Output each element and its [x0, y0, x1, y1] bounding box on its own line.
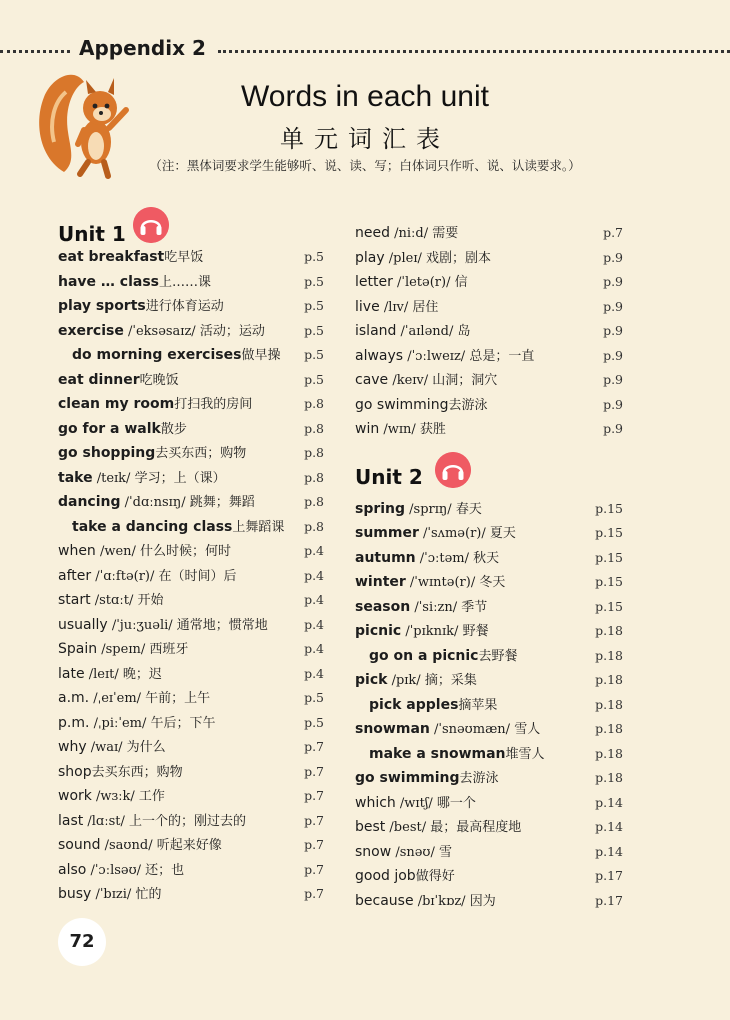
word-meaning: 工作 [138, 789, 165, 804]
word-meaning: 上一个的；刚过去的 [129, 813, 247, 829]
word-page-ref: p.9 [603, 274, 623, 289]
word-page-ref: p.7 [304, 837, 324, 852]
unit-2-word-list [355, 497, 623, 914]
word-entry [58, 343, 324, 368]
word-page-ref: p.4 [304, 543, 324, 558]
unit-2-heading: Unit 2 [355, 465, 423, 489]
word-page-ref: p.18 [595, 672, 623, 687]
word-page-ref: p.5 [304, 714, 324, 730]
word-meaning: 总是；一直 [469, 348, 535, 364]
word-term: make a snowman [369, 745, 506, 762]
word-entry [58, 539, 324, 564]
word-entry [58, 392, 324, 417]
word-page-ref: p.15 [595, 500, 623, 516]
word-meaning: 散步 [160, 421, 187, 437]
word-meaning: 去游泳 [448, 397, 488, 413]
word-entry [355, 270, 623, 295]
word-meaning: 听起来好像 [156, 838, 222, 853]
word-page-ref: p.14 [595, 819, 623, 834]
word-phonetic: /ˈeksəsaɪz/ [123, 323, 200, 339]
word-phonetic: /ˌeɪˈem/ [89, 691, 146, 706]
word-page-ref: p.9 [603, 249, 623, 265]
word-entry [58, 245, 324, 270]
unit-1-heading: Unit 1 [58, 222, 126, 246]
word-term: dancing [58, 494, 121, 510]
word-page-ref: p.14 [595, 843, 623, 859]
word-meaning: 最；最高程度地 [430, 820, 522, 835]
word-page-ref: p.4 [304, 616, 324, 632]
word-term: busy [58, 886, 92, 902]
word-page-ref: p.15 [595, 598, 623, 614]
word-phonetic: /wɪn/ [379, 422, 420, 437]
word-meaning: 摘；采集 [424, 673, 477, 688]
word-page-ref: p.7 [304, 788, 324, 803]
word-phonetic: /keɪv/ [388, 373, 433, 388]
word-entry [355, 417, 623, 442]
word-term: because [355, 892, 414, 909]
word-meaning: 还；也 [145, 862, 185, 878]
word-meaning: 进行体育运动 [145, 299, 224, 314]
word-page-ref: p.9 [603, 421, 623, 436]
word-page-ref: p.7 [304, 812, 324, 828]
word-term: go on a picnic [369, 647, 479, 664]
word-page-ref: p.7 [304, 763, 324, 779]
word-page-ref: p.5 [304, 371, 324, 387]
word-phonetic: /ˈbɪzi/ [91, 887, 136, 902]
word-term: take [58, 469, 93, 486]
word-page-ref: p.9 [603, 396, 623, 412]
word-phonetic: /ˈsʌmə(r)/ [418, 526, 490, 541]
word-entry [58, 711, 324, 736]
word-meaning: 上……课 [159, 274, 212, 290]
word-meaning: 戏剧；剧本 [426, 250, 492, 266]
word-entry [355, 864, 623, 889]
word-term: go for a walk [58, 420, 161, 437]
word-meaning: 去买东西；购物 [155, 446, 247, 461]
word-entry [355, 570, 623, 595]
word-page-ref: p.17 [595, 892, 623, 908]
word-term: snow [355, 843, 392, 860]
word-term: always [355, 347, 404, 364]
word-term: go shopping [58, 445, 156, 461]
word-term: take a dancing class [72, 518, 233, 535]
word-page-ref: p.5 [304, 298, 324, 313]
word-meaning: 做得好 [415, 869, 455, 884]
word-page-ref: p.18 [595, 770, 623, 785]
word-entry [58, 368, 324, 393]
word-entry [355, 246, 623, 271]
word-entry [58, 760, 324, 785]
word-meaning: 通常地；惯常地 [176, 617, 268, 633]
word-meaning: 晚；迟 [122, 666, 162, 682]
word-term: start [58, 592, 91, 608]
word-entry [355, 221, 623, 246]
word-phonetic: /ˈpɪknɪk/ [401, 624, 463, 639]
word-meaning: 做早操 [241, 348, 281, 363]
word-meaning: 上舞蹈课 [232, 519, 285, 535]
word-page-ref: p.7 [304, 739, 324, 754]
word-page-ref: p.5 [304, 273, 324, 289]
word-page-ref: p.9 [603, 298, 623, 314]
word-entry [355, 619, 623, 644]
word-term: live [355, 298, 380, 315]
word-page-ref: p.4 [304, 592, 324, 607]
word-meaning: 堆雪人 [505, 746, 545, 762]
word-phonetic: /ˈɔːlsəʊ/ [86, 862, 146, 878]
word-phonetic: /ˈsnəʊmæn/ [429, 722, 515, 737]
word-page-ref: p.15 [595, 549, 623, 565]
word-page-ref: p.8 [304, 445, 324, 460]
word-term: pick [355, 672, 388, 688]
word-entry [355, 521, 623, 546]
word-phonetic: /lɪv/ [379, 299, 413, 315]
word-term: have … class [58, 273, 159, 290]
word-entry [355, 889, 623, 914]
word-term: do morning exercises [72, 347, 242, 363]
word-term: snowman [355, 721, 430, 737]
word-term: Spain [58, 641, 98, 657]
word-entry [355, 766, 623, 791]
word-term: when [58, 543, 96, 559]
word-meaning: 雪人 [514, 722, 541, 737]
word-entry [58, 735, 324, 760]
word-meaning: 夏天 [489, 526, 516, 541]
word-entry [58, 490, 324, 515]
word-entry [58, 270, 324, 295]
word-phonetic: /wɪtʃ/ [395, 795, 437, 811]
page-number: 72 [58, 918, 106, 966]
word-term: sound [58, 837, 101, 853]
page-subtitle: 单元词汇表 [280, 125, 450, 153]
word-phonetic: /ˈdɑːnsɪŋ/ [120, 495, 190, 510]
word-entry [58, 319, 324, 344]
word-meaning: 去买东西；购物 [91, 764, 183, 780]
word-page-ref: p.5 [304, 690, 324, 705]
word-entry [58, 858, 324, 883]
word-entry [355, 693, 623, 718]
word-term: which [355, 794, 396, 811]
word-meaning: 冬天 [479, 575, 506, 590]
word-term: cave [355, 372, 389, 388]
word-term: p.m. [58, 714, 90, 731]
word-page-ref: p.15 [595, 574, 623, 589]
word-meaning: 吃晚饭 [139, 372, 179, 388]
word-meaning: 忙的 [135, 887, 162, 902]
word-page-ref: p.7 [304, 886, 324, 901]
word-meaning: 山洞；洞穴 [432, 373, 498, 388]
word-entry [355, 319, 623, 344]
word-page-ref: p.9 [603, 372, 623, 387]
word-meaning: 需要 [432, 226, 459, 241]
word-phonetic: /sprɪŋ/ [405, 501, 456, 517]
word-page-ref: p.18 [595, 721, 623, 736]
word-page-ref: p.18 [595, 647, 623, 663]
word-meaning: 学习；上（课） [134, 470, 226, 486]
word-term: play [355, 249, 385, 266]
word-entry [355, 497, 623, 522]
word-term: eat breakfast [58, 249, 165, 265]
word-entry [355, 815, 623, 840]
word-term: last [58, 812, 84, 829]
word-meaning: 跳舞；舞蹈 [189, 495, 255, 510]
word-page-ref: p.18 [595, 623, 623, 638]
word-phonetic: /pleɪ/ [384, 250, 426, 266]
word-term: island [355, 323, 397, 339]
word-meaning: 因为 [469, 893, 496, 909]
word-term: after [58, 567, 92, 584]
word-page-ref: p.15 [595, 525, 623, 540]
right-word-column [355, 221, 623, 913]
word-meaning: 去野餐 [478, 648, 518, 664]
word-term: best [355, 819, 386, 835]
word-term: a.m. [58, 690, 90, 706]
appendix-label: Appendix 2 [79, 36, 206, 60]
word-term: eat dinner [58, 371, 140, 388]
headphones-icon[interactable] [133, 207, 169, 243]
word-entry [355, 668, 623, 693]
word-term: good job [355, 868, 416, 884]
word-page-ref: p.7 [603, 225, 623, 240]
word-phonetic: /ˈletə(r)/ [392, 275, 455, 290]
word-page-ref: p.5 [304, 347, 324, 362]
word-entry [58, 294, 324, 319]
word-term: go swimming [355, 396, 449, 413]
word-meaning: 哪一个 [436, 795, 476, 811]
word-term: win [355, 421, 380, 437]
dotted-rule-right [218, 50, 730, 53]
word-phonetic: /ˌpiːˈem/ [89, 715, 151, 731]
word-entry [355, 393, 623, 418]
word-meaning: 西班牙 [149, 642, 189, 657]
word-page-ref: p.9 [603, 323, 623, 338]
word-meaning: 打扫我的房间 [174, 397, 253, 412]
word-meaning: 什么时候；何时 [140, 544, 232, 559]
word-page-ref: p.9 [603, 347, 623, 363]
word-meaning: 岛 [457, 324, 471, 339]
page-note: （注：黑体词要求学生能够听、说、读、写；白体词只作听、说、认读要求。） [149, 158, 581, 173]
word-page-ref: p.18 [595, 696, 623, 712]
word-entry [58, 686, 324, 711]
word-phonetic: /ˈsiːzn/ [410, 599, 462, 615]
word-meaning: 去游泳 [459, 771, 499, 786]
word-phonetic: /waɪ/ [86, 740, 127, 755]
word-entry [58, 637, 324, 662]
word-page-ref: p.8 [304, 494, 324, 509]
word-term: work [58, 788, 92, 804]
word-term: play sports [58, 298, 146, 314]
word-entry [58, 588, 324, 613]
unit-1-word-list-continued [355, 221, 623, 442]
word-page-ref: p.4 [304, 567, 324, 583]
word-phonetic: /wen/ [95, 544, 141, 559]
word-meaning: 在（时间）后 [158, 568, 237, 584]
word-entry [58, 515, 324, 540]
word-meaning: 活动；运动 [199, 323, 265, 339]
word-page-ref: p.4 [304, 641, 324, 656]
word-phonetic: /pɪk/ [387, 673, 425, 688]
word-meaning: 秋天 [473, 550, 500, 566]
word-entry [355, 344, 623, 369]
word-term: also [58, 861, 87, 878]
word-term: letter [355, 274, 393, 290]
page-title: Words in each unit [241, 80, 489, 113]
word-entry [355, 791, 623, 816]
word-meaning: 季节 [461, 599, 488, 615]
word-meaning: 春天 [455, 501, 482, 517]
word-page-ref: p.17 [595, 868, 623, 883]
word-meaning: 摘苹果 [458, 697, 498, 713]
word-entry [58, 417, 324, 442]
word-phonetic: /ˈwɪntə(r)/ [405, 575, 480, 590]
word-term: autumn [355, 549, 416, 566]
word-page-ref: p.8 [304, 469, 324, 485]
word-phonetic: /snəʊ/ [391, 844, 440, 860]
word-term: clean my room [58, 396, 175, 412]
word-entry [58, 882, 324, 907]
word-page-ref: p.8 [304, 518, 324, 534]
word-entry [355, 840, 623, 865]
word-meaning: 开始 [137, 593, 164, 608]
word-meaning: 信 [454, 275, 468, 290]
word-phonetic: /wɜːk/ [91, 789, 139, 804]
word-meaning: 午前；上午 [145, 691, 211, 706]
word-term: exercise [58, 322, 124, 339]
word-meaning: 野餐 [462, 624, 489, 639]
word-phonetic: /speɪn/ [97, 642, 150, 657]
word-entry [58, 784, 324, 809]
word-entry [355, 644, 623, 669]
word-phonetic: /best/ [385, 820, 431, 835]
word-term: picnic [355, 623, 402, 639]
word-term: go swimming [355, 770, 460, 786]
word-phonetic: /stɑːt/ [90, 593, 138, 608]
word-page-ref: p.8 [304, 396, 324, 411]
word-entry [58, 466, 324, 491]
word-term: spring [355, 500, 406, 517]
word-entry [58, 564, 324, 589]
word-meaning: 为什么 [126, 740, 166, 755]
word-phonetic: /leɪt/ [84, 666, 123, 682]
word-term: need [355, 225, 390, 241]
word-phonetic: /saʊnd/ [100, 838, 157, 853]
word-meaning: 午后；下午 [150, 715, 216, 731]
word-meaning: 雪 [439, 844, 453, 860]
word-page-ref: p.4 [304, 665, 324, 681]
word-term: late [58, 665, 85, 682]
word-phonetic: /ˈɑːftə(r)/ [91, 568, 159, 584]
word-entry [58, 662, 324, 687]
word-entry [58, 833, 324, 858]
word-term: why [58, 739, 87, 755]
word-entry [58, 613, 324, 638]
word-meaning: 获胜 [419, 422, 446, 437]
word-term: usually [58, 616, 108, 633]
word-entry [355, 546, 623, 571]
unit-1-word-list [58, 245, 324, 907]
word-entry [355, 368, 623, 393]
word-entry [58, 441, 324, 466]
word-page-ref: p.8 [304, 420, 324, 436]
word-term: pick apples [369, 696, 459, 713]
word-meaning: 居住 [412, 299, 439, 315]
word-meaning: 吃早饭 [164, 250, 204, 265]
word-page-ref: p.5 [304, 322, 324, 338]
word-phonetic: /lɑːst/ [83, 813, 130, 829]
word-page-ref: p.5 [304, 249, 324, 264]
word-phonetic: /bɪˈkɒz/ [413, 893, 470, 909]
word-page-ref: p.18 [595, 745, 623, 761]
word-term: shop [58, 763, 92, 780]
word-entry [355, 295, 623, 320]
word-term: summer [355, 525, 419, 541]
word-page-ref: p.7 [304, 861, 324, 877]
word-entry [355, 717, 623, 742]
dotted-rule-left [0, 50, 70, 53]
word-phonetic: /ˈɔːlweɪz/ [403, 348, 470, 364]
word-phonetic: /ˈaɪlənd/ [396, 324, 458, 339]
word-entry [355, 595, 623, 620]
word-phonetic: /ˈjuːʒuəli/ [107, 617, 177, 633]
word-entry [355, 742, 623, 767]
word-term: season [355, 598, 411, 615]
word-phonetic: /ˈɔːtəm/ [415, 550, 474, 566]
word-entry [58, 809, 324, 834]
word-term: winter [355, 574, 406, 590]
word-page-ref: p.14 [595, 794, 623, 810]
word-phonetic: /niːd/ [390, 226, 433, 241]
word-phonetic: /teɪk/ [92, 470, 135, 486]
